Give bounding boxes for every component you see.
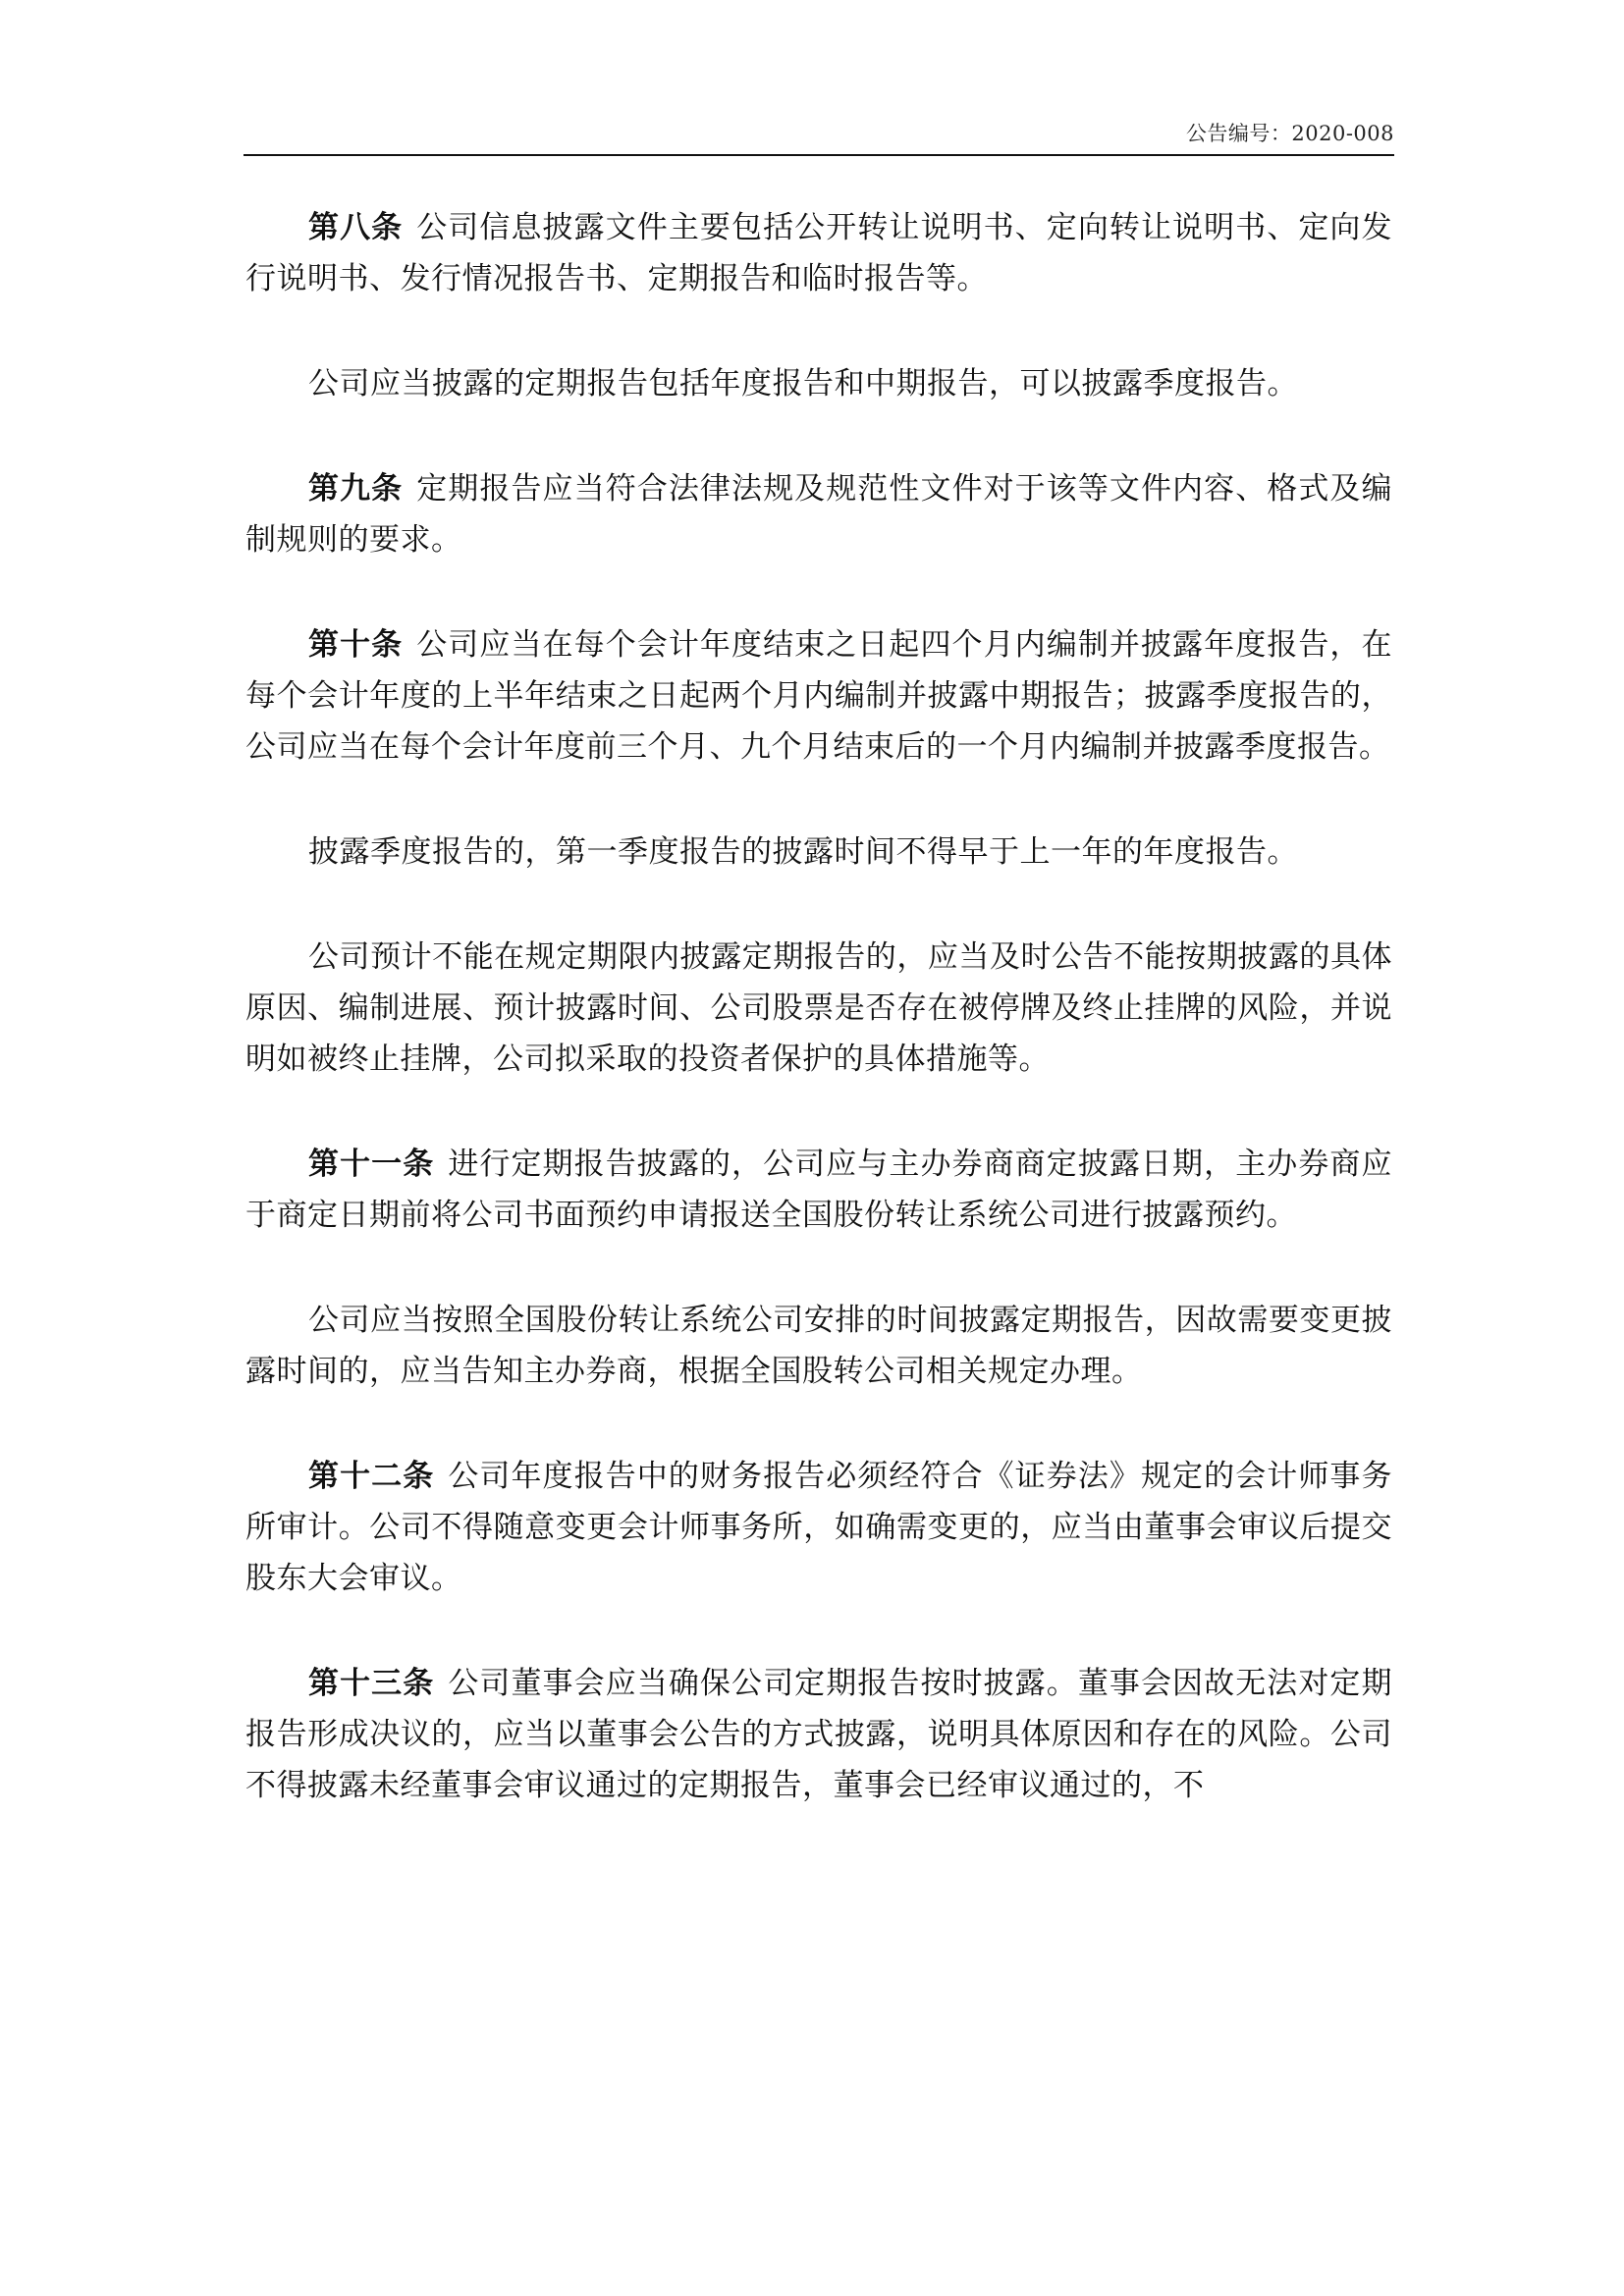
- paragraph-article-12: [245, 1451, 1392, 1604]
- paragraph-text: 公司应当披露的定期报告包括年度报告和中期报告，可以披露季度报告。: [308, 366, 1298, 401]
- paragraph-text: 公司应当按照全国股份转让系统公司安排的时间披露定期报告，因故需要变更披露时间的，应当告知主办券商，根据全国股转公司相关规定办理。: [245, 1303, 1392, 1389]
- paragraph-text: 公司信息披露文件主要包括公开转让说明书、定向转让说明书、定向发行说明书、发行情况报告书、定期报告和临时报告等。: [245, 210, 1393, 296]
- paragraph-article-9: [245, 463, 1392, 565]
- article-heading: 第九条: [308, 471, 404, 507]
- paragraph: [245, 1295, 1392, 1397]
- paragraph: [245, 932, 1392, 1085]
- article-heading: 第十条: [308, 627, 404, 663]
- article-heading: 第十一条: [308, 1147, 435, 1182]
- paragraph-text: 披露季度报告的，第一季度报告的披露时间不得早于上一年的年度报告。: [308, 834, 1298, 870]
- paragraph-article-11: [245, 1139, 1392, 1241]
- article-heading: 第十二条: [308, 1459, 435, 1494]
- paragraph: [245, 827, 1392, 878]
- notice-number: 公告编号：2020-008: [1185, 122, 1394, 145]
- paragraph-text: 公司年度报告中的财务报告必须经符合《证券法》规定的会计师事务所审计。公司不得随意变更会计师事务所，如确需变更的，应当由董事会审议后提交股东大会审议。: [245, 1459, 1393, 1596]
- paragraph-text: 公司应当在每个会计年度结束之日起四个月内编制并披露年度报告，在每个会计年度的上半年结束之日起两个月内编制并披露中期报告；披露季度报告的，公司应当在每个会计年度前三个月、九个月结束后的一个月内编制并披露季度报告。: [245, 627, 1393, 765]
- article-heading: 第十三条: [308, 1666, 435, 1701]
- document-body: [245, 202, 1392, 1865]
- paragraph: [245, 358, 1392, 409]
- paragraph-article-10: [245, 619, 1392, 773]
- paragraph-text: 公司董事会应当确保公司定期报告按时披露。董事会因故无法对定期报告形成决议的，应当以董事会公告的方式披露，说明具体原因和存在的风险。公司不得披露未经董事会审议通过的定期报告，董事会已经审议通过的，不: [245, 1666, 1393, 1803]
- article-heading: 第八条: [308, 210, 404, 245]
- paragraph-article-8: [245, 202, 1392, 304]
- paragraph-text: 定期报告应当符合法律法规及规范性文件对于该等文件内容、格式及编制规则的要求。: [245, 471, 1393, 558]
- paragraph-text: 进行定期报告披露的，公司应与主办券商商定披露日期，主办券商应于商定日期前将公司书面预约申请报送全国股份转让系统公司进行披露预约。: [245, 1147, 1393, 1233]
- page-header: [244, 110, 1394, 156]
- paragraph-article-13: [245, 1658, 1392, 1811]
- paragraph-text: 公司预计不能在规定期限内披露定期报告的，应当及时公告不能按期披露的具体原因、编制进展、预计披露时间、公司股票是否存在被停牌及终止挂牌的风险，并说明如被终止挂牌，公司拟采取的投资者保护的具体措施等。: [245, 939, 1392, 1077]
